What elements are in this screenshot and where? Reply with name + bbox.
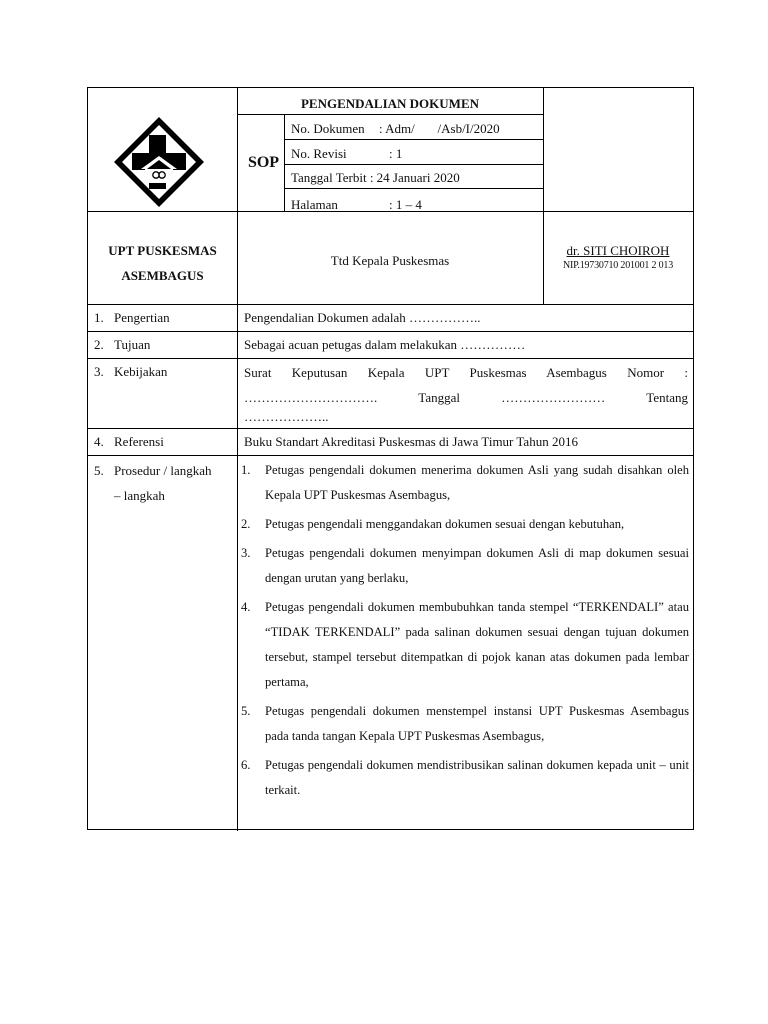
policy-line-2: …………………………. Tanggal …………………… Tentang <box>244 390 688 405</box>
section-content-policy <box>244 360 688 424</box>
puskesmas-logo-icon <box>112 115 206 209</box>
procedure-step: 5. Petugas pengendali dokumen menstempel instansi UPT Puskesmas Asembagus pada tanda tangan Kepala UPT Puskesmas Asembagus, <box>241 704 689 743</box>
signer-name: dr. SITI CHOIROH <box>566 243 670 258</box>
section-content-purpose: Sebagai acuan petugas dalam melakukan …………… <box>244 337 526 352</box>
meta-row-issue-date <box>291 164 460 188</box>
procedure-steps <box>238 458 689 807</box>
procedure-step: 3. Petugas pengendali dokumen menyimpan dokumen Asli di map dokumen sesuai dengan urutan yang berlaku, <box>241 546 689 585</box>
section-content-definition: Pengendalian Dokumen adalah …………….. <box>244 310 481 325</box>
section-content-reference: Buku Standart Akreditasi Puskesmas di Jawa Timur Tahun 2016 <box>244 434 578 449</box>
section-label: Tujuan <box>114 337 151 352</box>
section-label-definition <box>94 304 170 331</box>
signature-divider <box>543 88 544 304</box>
meta-value: : 24 Januari 2020 <box>369 170 460 185</box>
document-title: PENGENDALIAN DOKUMEN <box>300 96 480 111</box>
meta-label: No. Dokumen <box>291 121 365 136</box>
meta-row-pages <box>291 188 422 211</box>
meta-label: Halaman <box>291 197 338 212</box>
section-number: 5. <box>94 463 104 478</box>
procedure-step: 1. Petugas pengendali dokumen menerima dokumen Asli yang sudah disahkan oleh Kepala UPT Puskesmas Asembagus, <box>241 463 689 502</box>
meta-value: : 1 – 4 <box>389 197 422 212</box>
section-number: 3. <box>94 364 104 379</box>
section-label: Kebijakan <box>114 364 168 379</box>
meta-row-revision <box>291 139 402 164</box>
signature-caption: Ttd Kepala Puskesmas <box>330 253 450 268</box>
institution-name <box>88 238 237 288</box>
sop-document <box>87 87 694 830</box>
section-label: Pengertian <box>114 310 170 325</box>
signer-nip: NIP.19730710 201001 2 013 <box>562 260 673 271</box>
section-label-policy <box>94 358 167 385</box>
section-label-procedure <box>94 458 211 508</box>
section-rule-3 <box>88 358 693 359</box>
sop-label: SOP <box>247 154 280 171</box>
procedure-step: 4. Petugas pengendali dokumen membubuhkan tanda stempel “TERKENDALI” atau “TIDAK TERKENDALI” pada salinan dokumen sesuai dengan tujuan dokumen tersebut, stampel tersebut ditempatkan di pojok kanan atas dokumen pada lembar pertama, <box>241 600 689 689</box>
policy-line-1: Surat Keputusan Kepala UPT Puskesmas Asembagus Nomor : <box>244 365 688 380</box>
section-number: 2. <box>94 337 104 352</box>
policy-line-3: ……………….. <box>244 409 329 424</box>
section-number: 4. <box>94 434 104 449</box>
procedure-step: 2. Petugas pengendali menggandakan dokumen sesuai dengan kebutuhan, <box>241 517 625 531</box>
section-label: Prosedur / langkah <box>114 463 212 478</box>
section-rule-5 <box>88 455 693 456</box>
meta-row-doc-number <box>291 114 500 139</box>
meta-value: : Adm/ /Asb/I/2020 <box>379 121 500 136</box>
meta-value: : 1 <box>389 146 403 161</box>
procedure-step: 6. Petugas pengendali dokumen mendistribusikan salinan dokumen kepada unit – unit terkait. <box>241 758 689 797</box>
meta-label: Tanggal Terbit <box>291 170 367 185</box>
section-label-continued: – langkah <box>114 488 165 503</box>
institution-line-2: ASEMBAGUS <box>121 268 204 283</box>
sop-divider <box>284 114 285 211</box>
section-label-purpose <box>94 331 150 358</box>
institution-line-1: UPT PUSKESMAS <box>108 243 217 258</box>
section-label: Referensi <box>114 434 164 449</box>
section-label-reference <box>94 428 164 455</box>
meta-label: No. Revisi <box>291 146 347 161</box>
section-number: 1. <box>94 310 104 325</box>
